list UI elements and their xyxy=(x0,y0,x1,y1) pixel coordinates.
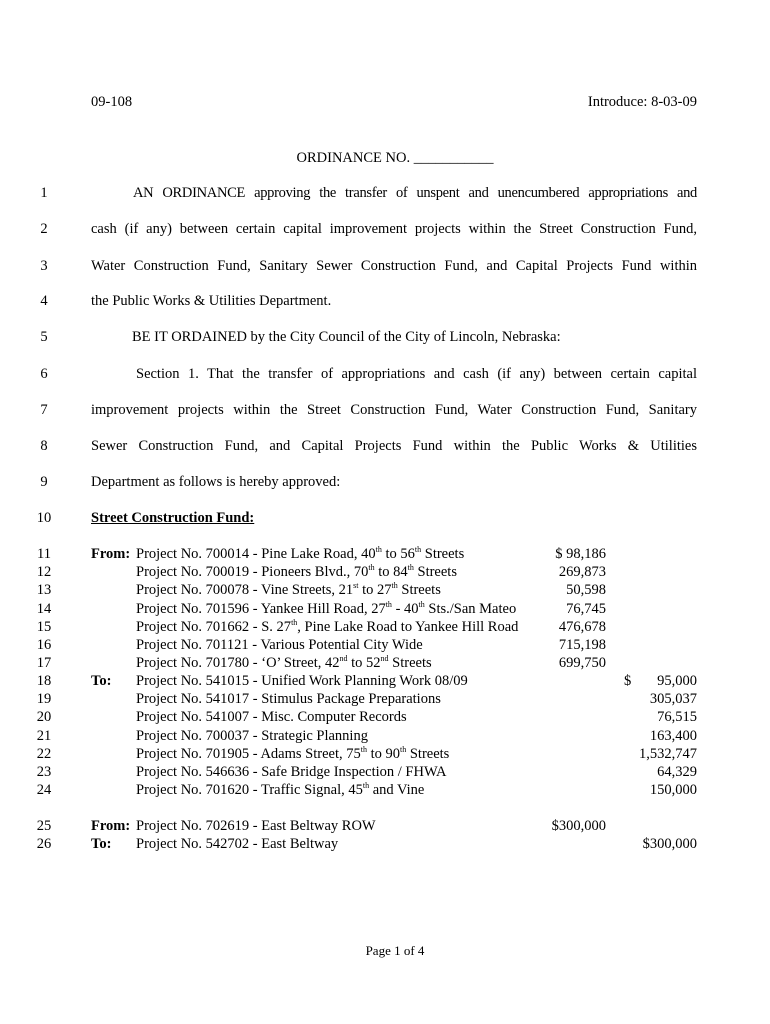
ordinal-suffix: th xyxy=(360,744,367,754)
ordinal-suffix: th xyxy=(400,744,407,754)
project-text: Streets xyxy=(397,582,441,599)
project-description xyxy=(136,546,464,563)
from-amount: $300,000 xyxy=(551,818,606,834)
project-text: Project No. 541017 - Stimulus Package Preparations xyxy=(136,691,441,708)
ordinal-suffix: th xyxy=(362,781,370,791)
document-id: 09-108 xyxy=(91,94,133,110)
to-amount: 150,000 xyxy=(649,782,697,799)
project-text: Project No. 701780 - ‘O’ Street, 42 xyxy=(136,655,340,672)
project-text: Project No. 701620 - Traffic Signal, 45 xyxy=(136,782,363,799)
ordinal-suffix: th xyxy=(414,545,422,555)
project-text: Project No. 700014 - Pine Lake Road, 40 xyxy=(136,546,376,562)
from-label: From: xyxy=(91,818,131,834)
line-number: 15 xyxy=(36,618,52,635)
introduce-date: Introduce: 8-03-09 xyxy=(587,94,697,110)
from-label: From: xyxy=(91,546,131,562)
line-number: 19 xyxy=(36,691,52,708)
project-text: Project No. 701662 - S. 27 xyxy=(136,618,292,635)
line-number: 2 xyxy=(40,221,48,237)
to-label: To: xyxy=(91,673,112,689)
line-number: 5 xyxy=(40,329,48,345)
ordinance-title: ORDINANCE NO. ___________ xyxy=(296,150,494,166)
line-number: 24 xyxy=(36,782,52,799)
project-text: Project No. 701596 - Yankee Hill Road, 27 xyxy=(136,600,386,617)
section-heading: Street Construction Fund: xyxy=(91,510,255,526)
project-description xyxy=(136,673,468,690)
body-line: Sewer Construction Fund, and Capital Projects Fund within the Public Works & Utilities xyxy=(91,438,697,454)
project-description xyxy=(136,728,368,745)
line-number: 11 xyxy=(37,546,51,562)
project-text: Streets xyxy=(413,564,457,581)
body-line: improvement projects within the Street Construction Fund, Water Construction Fund, Sanitary xyxy=(91,402,697,418)
line-number: 14 xyxy=(36,600,52,617)
project-description xyxy=(136,582,441,599)
line-number: 6 xyxy=(40,366,48,382)
ordinal-suffix: nd xyxy=(339,654,348,664)
from-amount: 76,745 xyxy=(566,600,606,617)
project-description xyxy=(136,564,457,581)
project-description xyxy=(136,691,441,708)
line-number: 8 xyxy=(40,438,48,454)
to-amount: 1,532,747 xyxy=(639,745,697,762)
project-text: to 52 xyxy=(347,655,381,672)
body-line: Department as follows is hereby approved: xyxy=(91,474,341,490)
project-description xyxy=(136,637,423,654)
project-description: Project No. 702619 - East Beltway ROW xyxy=(136,818,376,834)
ordinal-suffix: nd xyxy=(380,654,389,664)
ordinal-suffix: th xyxy=(391,581,398,591)
project-text: Project No. 700078 - Vine Streets, 21 xyxy=(136,582,354,599)
project-text: - 40 xyxy=(391,600,419,617)
to-amount: 76,515 xyxy=(657,709,697,726)
project-text: Streets xyxy=(406,745,450,762)
line-number: 23 xyxy=(36,764,52,780)
project-text: Project No. 701121 - Various Potential City Wide xyxy=(136,637,423,653)
project-text: Project No. 700037 - Strategic Planning xyxy=(136,727,368,744)
body-line: cash (if any) between certain capital improvement projects within the Street Construction Fund, xyxy=(91,221,697,237)
line-number: 13 xyxy=(36,582,52,599)
project-text: to 84 xyxy=(374,564,408,581)
line-number: 3 xyxy=(40,258,48,274)
line-number: 21 xyxy=(36,727,52,744)
project-description xyxy=(136,655,432,672)
ordinal-suffix: th xyxy=(291,617,298,627)
from-amount: 715,198 xyxy=(558,637,606,653)
to-amount: 95,000 xyxy=(657,673,697,689)
project-text: , Pine Lake Road to Yankee Hill Road xyxy=(297,618,519,635)
project-description xyxy=(136,601,516,618)
line-number: 10 xyxy=(36,510,52,526)
project-text: Sts./San Mateo xyxy=(424,600,517,617)
project-text: to 27 xyxy=(358,582,392,599)
project-text: Project No. 546636 - Safe Bridge Inspection / FHWA xyxy=(136,764,447,780)
line-number: 26 xyxy=(36,836,52,852)
from-amount: 476,678 xyxy=(558,618,606,635)
line-number: 12 xyxy=(36,564,52,581)
ordinal-suffix: th xyxy=(368,563,375,573)
project-description xyxy=(136,619,518,636)
project-text: Project No. 701905 - Adams Street, 75 xyxy=(136,745,361,762)
to-label: To: xyxy=(91,836,112,852)
project-description xyxy=(136,782,424,799)
project-description: Project No. 542702 - East Beltway xyxy=(136,836,339,852)
project-description xyxy=(136,764,447,781)
body-line: Water Construction Fund, Sanitary Sewer Construction Fund, and Capital Projects Fund within xyxy=(91,258,697,274)
project-text: Streets xyxy=(421,546,465,562)
project-text: to 90 xyxy=(366,745,400,762)
to-amount: 163,400 xyxy=(649,727,697,744)
project-description xyxy=(136,746,449,763)
ordinal-suffix: th xyxy=(375,545,382,555)
body-line: Section 1. That the transfer of appropriations and cash (if any) between certain capital xyxy=(136,366,697,382)
project-text: and Vine xyxy=(369,782,425,799)
page-number: Page 1 of 4 xyxy=(365,943,425,958)
ordinal-suffix: th xyxy=(418,599,425,609)
line-number: 1 xyxy=(40,185,48,201)
body-line: BE IT ORDAINED by the City Council of the City of Lincoln, Nebraska: xyxy=(132,329,561,345)
line-number: 22 xyxy=(36,745,52,762)
project-description xyxy=(136,709,407,726)
body-line: AN ORDINANCE approving the transfer of unspent and unencumbered appropriations and xyxy=(133,185,697,201)
body-line: the Public Works & Utilities Department. xyxy=(91,293,332,309)
line-number: 18 xyxy=(36,673,52,689)
project-text: Project No. 541007 - Misc. Computer Records xyxy=(136,709,407,726)
project-text: Project No. 541015 - Unified Work Planning Work 08/09 xyxy=(136,673,468,689)
currency-symbol: $ xyxy=(624,673,632,689)
from-amount: $ 98,186 xyxy=(555,546,606,562)
ordinal-suffix: th xyxy=(385,599,392,609)
line-number: 9 xyxy=(40,474,48,490)
ordinal-suffix: th xyxy=(407,563,414,573)
project-text: Project No. 700019 - Pioneers Blvd., 70 xyxy=(136,564,369,581)
to-amount: 305,037 xyxy=(649,691,697,708)
line-number: 20 xyxy=(36,709,52,726)
line-number: 7 xyxy=(40,402,48,418)
ordinal-suffix: st xyxy=(353,581,359,591)
line-number: 16 xyxy=(36,637,52,653)
from-amount: 50,598 xyxy=(566,582,606,599)
from-amount: 269,873 xyxy=(558,564,606,581)
from-amount: 699,750 xyxy=(558,655,606,672)
to-amount: 64,329 xyxy=(657,764,697,780)
line-number: 17 xyxy=(36,655,52,672)
project-text: Streets xyxy=(388,655,432,672)
line-number: 25 xyxy=(36,818,52,834)
project-text: to 56 xyxy=(381,546,415,562)
to-amount: $300,000 xyxy=(642,836,697,852)
line-number: 4 xyxy=(40,293,48,309)
